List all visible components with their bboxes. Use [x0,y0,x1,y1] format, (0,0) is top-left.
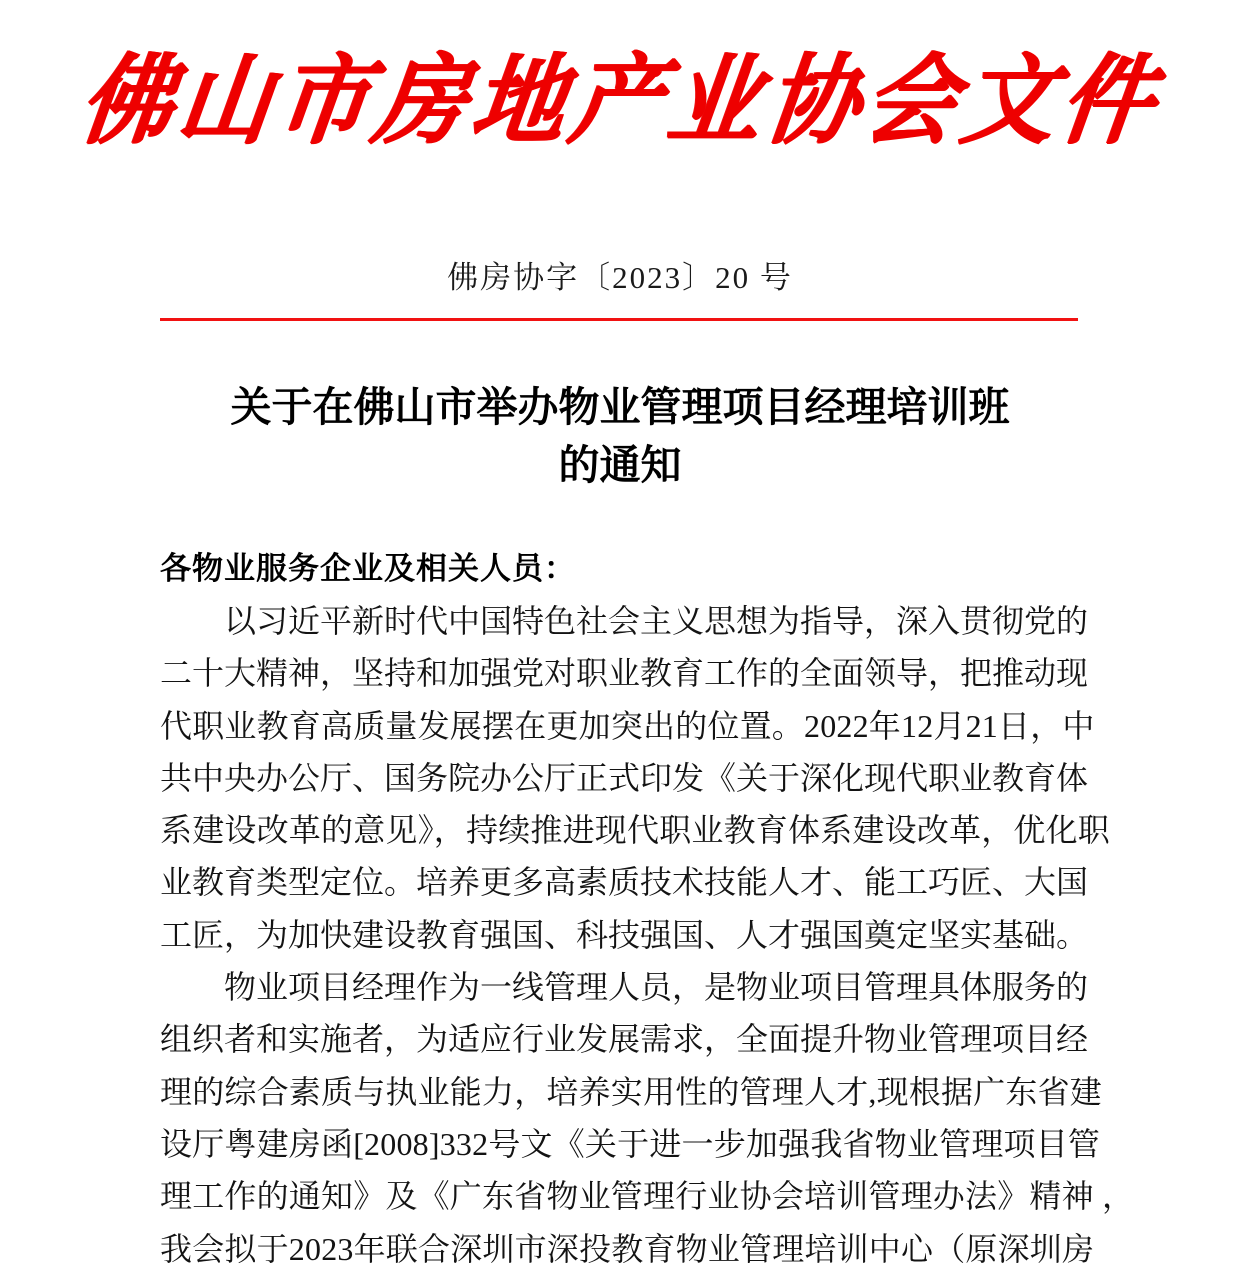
paragraph-line: 系建设改革的意见》，持续推进现代职业教育体系建设改革，优化职 [160,812,1111,849]
paragraph-line: 以习近平新时代中国特色社会主义思想为指导，深入贯彻党的 [224,603,1089,639]
letterhead-title: 佛山市房地产业协会文件 [74,46,1166,156]
paragraph-line: 组织者和实施者，为适应行业发展需求，全面提升物业管理项目经 [160,1021,1089,1058]
page-title-line-1: 关于在佛山市举办物业管理项目经理培训班 [230,384,1010,430]
page-title-line-2: 的通知 [558,442,682,489]
paragraph-line: 理的综合素质与执业能力，培养实用性的管理人才,现根据广东省建 [160,1073,1103,1110]
paragraph-line: 我会拟于2023年联合深圳市深投教育物业管理培训中心（原深圳房 [160,1230,1095,1267]
paragraph-line: 理工作的通知》及《广东省物业管理行业协会培训管理办法》精神 ， [160,1178,1135,1215]
document-body [160,543,1135,1275]
red-separator-rule [160,318,1078,321]
paragraph-line: 二十大精神，坚持和加强党对职业教育工作的全面领导，把推动现 [160,655,1089,692]
document-number: 佛房协字〔2023〕20 号 [447,260,793,295]
salutation: 各物业服务企业及相关人员： [160,551,576,586]
paragraph-line: 工匠，为加快建设教育强国、科技强国、人才强国奠定坚实基础。 [160,916,1089,953]
body-paragraph-2 [160,961,1135,1275]
paragraph-line: 共中央办公厅、国务院办公厅正式印发《关于深化现代职业教育体 [160,759,1089,796]
paragraph-line: 代职业教育高质量发展摆在更加突出的位置。2022年12月21日，中 [160,707,1095,744]
paragraph-line: 设厅粤建房函[2008]332号文《关于进一步加强我省物业管理项目管 [160,1125,1101,1162]
letterhead-banner [0,46,1240,156]
page-title [170,378,1070,494]
paragraph-line: 物业项目经理作为一线管理人员，是物业项目管理具体服务的 [224,969,1089,1006]
body-paragraph-1 [160,595,1111,961]
paragraph-line: 业教育类型定位。培养更多高素质技术技能人才、能工巧匠、大国 [160,864,1089,901]
